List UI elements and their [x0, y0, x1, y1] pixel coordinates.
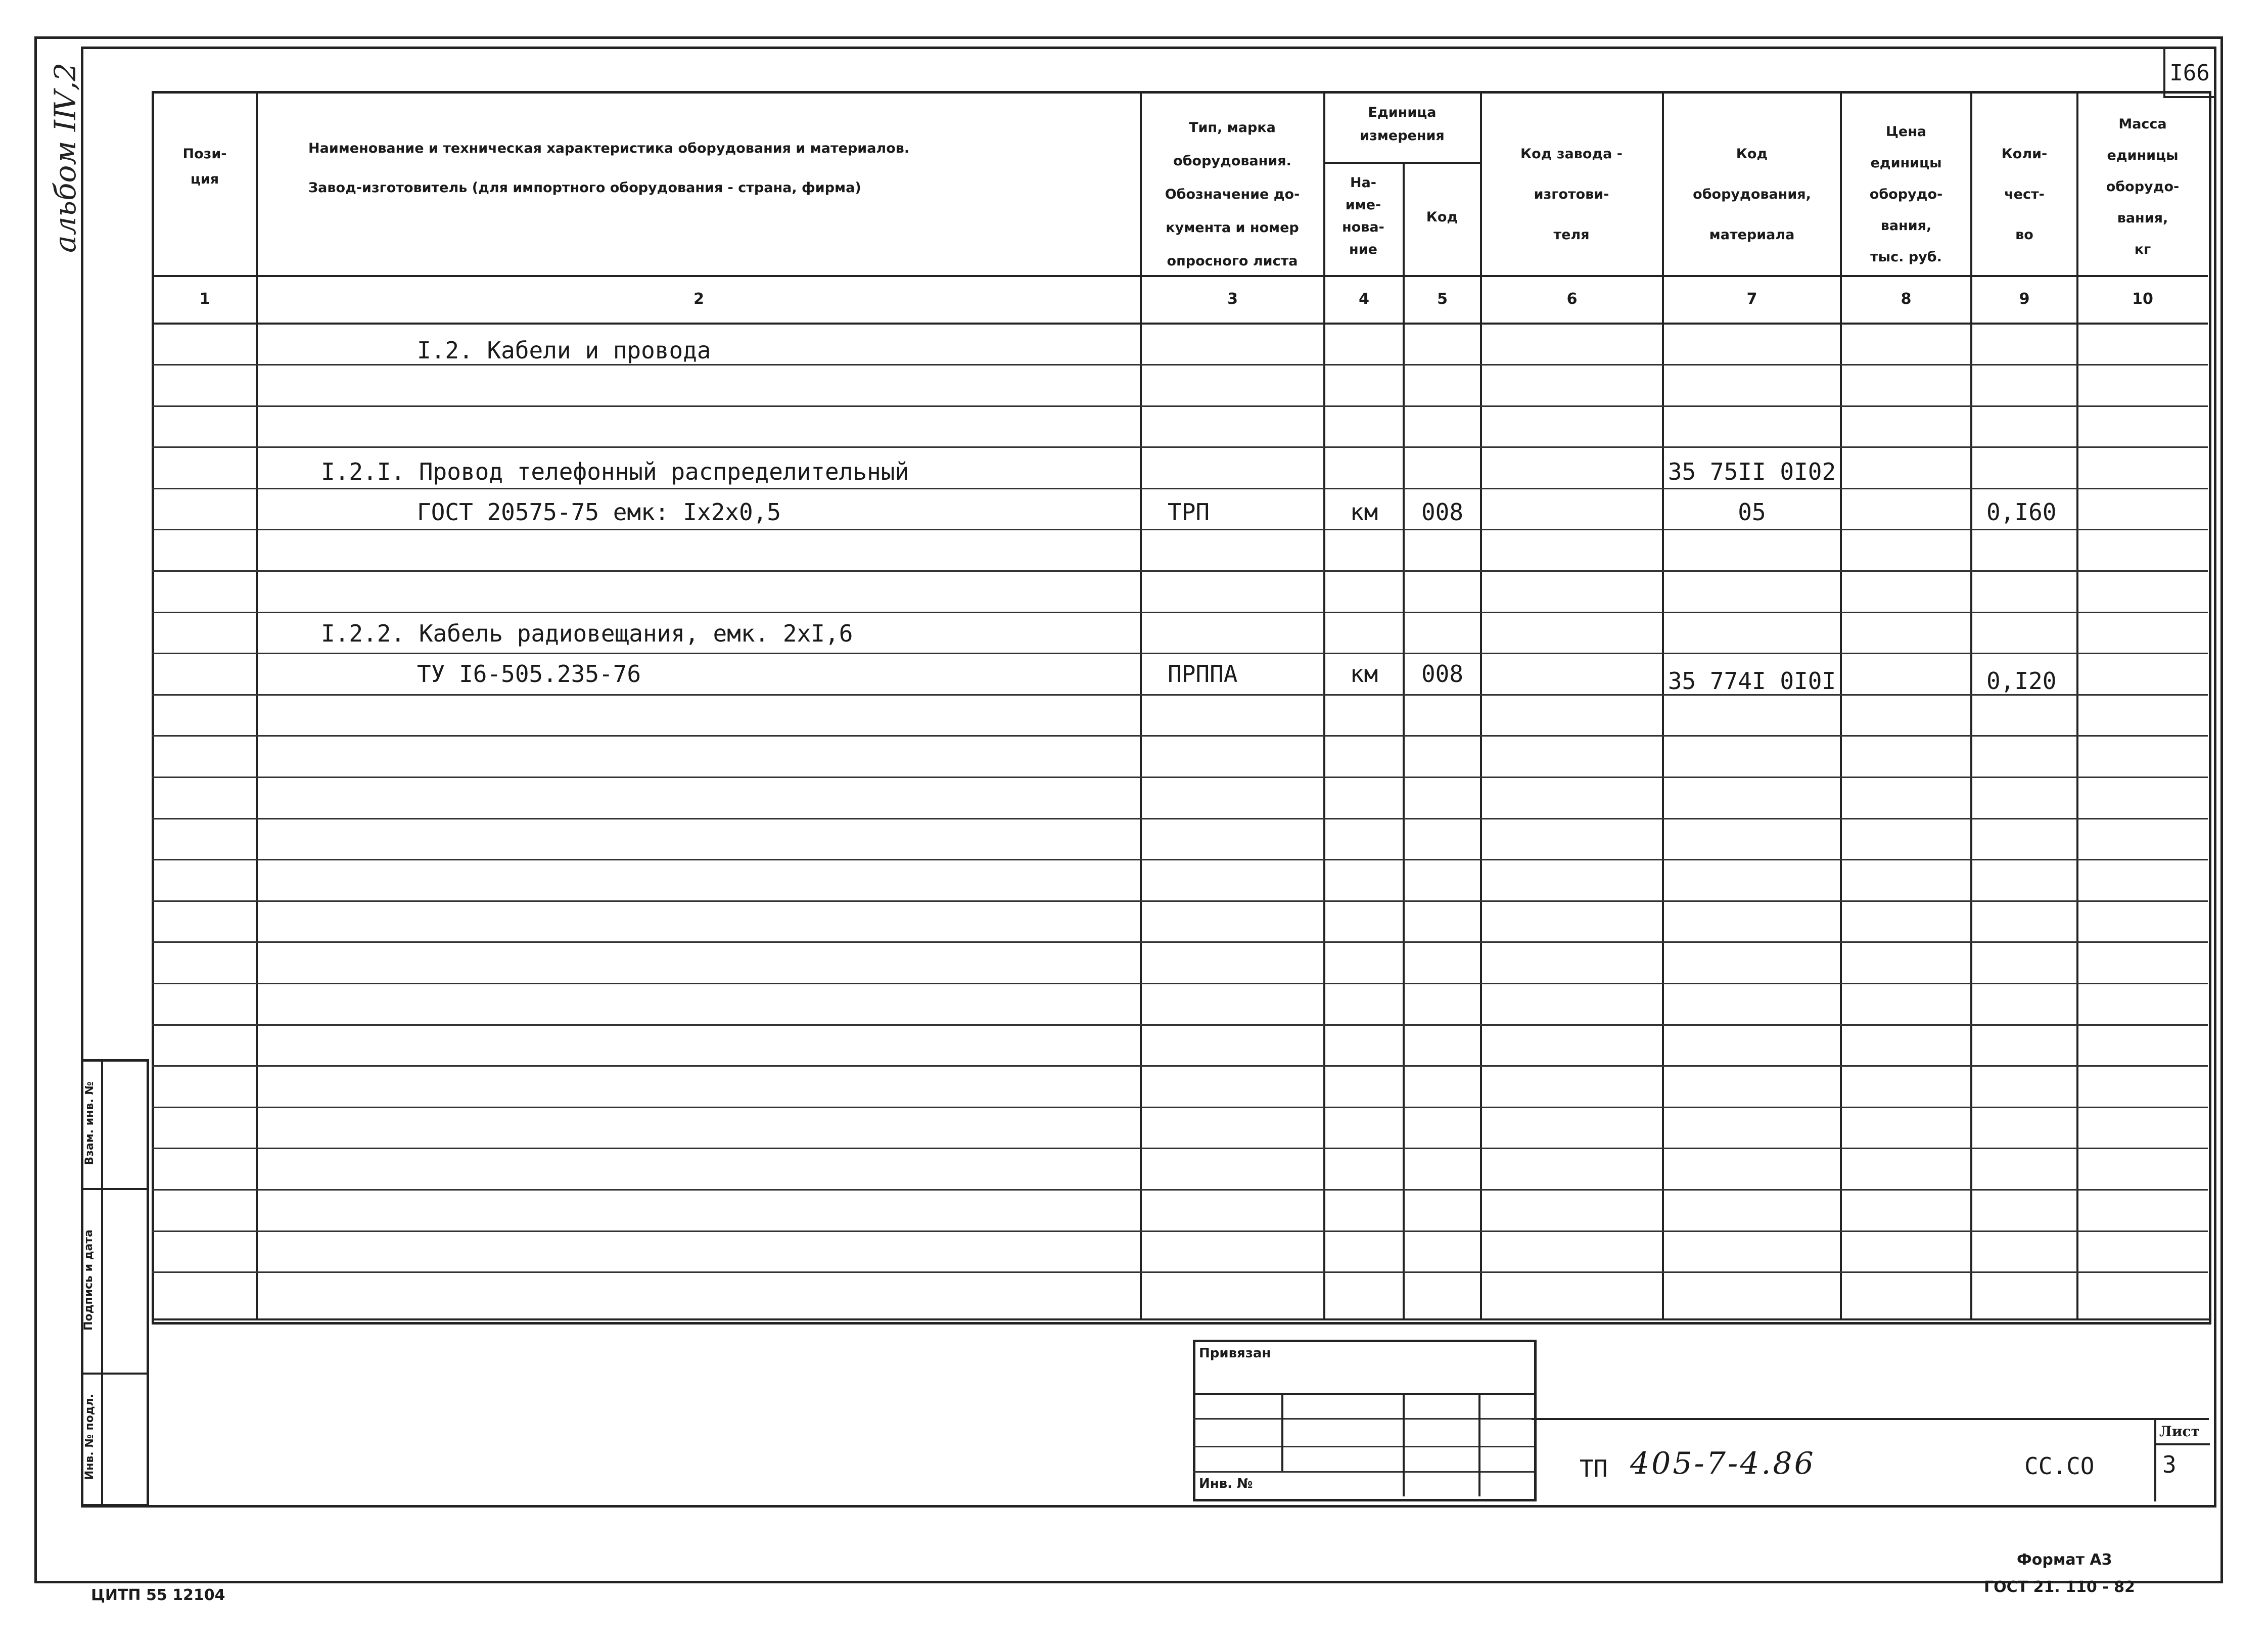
- privyazan-line-1: [1193, 1393, 1534, 1395]
- colnum-9: 9: [2019, 290, 2030, 308]
- privyazan-col-1: [1281, 1393, 1283, 1471]
- colnum-1: 1: [199, 290, 210, 308]
- header-c8: Цена единицы оборудо- вания, тыс. руб.: [1869, 124, 1943, 265]
- header-c3: Тип, марка оборудования. Обозначение до- кумента и номер опросного листа: [1165, 120, 1300, 269]
- doc-number: 405-7-4.86: [1630, 1446, 1816, 1481]
- stamp-list-line: [2154, 1443, 2210, 1445]
- header-c5: Код: [1426, 209, 1458, 225]
- row-line: [152, 446, 2208, 448]
- row-line: [152, 1271, 2208, 1273]
- colnum-5: 5: [1437, 290, 1448, 308]
- list-number: 3: [2162, 1451, 2177, 1478]
- row-line: [152, 983, 2208, 984]
- row-item-1-spec: ГОСТ 20575-75 емк: Iх2х0,5: [417, 498, 781, 526]
- footer-gost: ГОСТ 21. 110 - 82: [1984, 1578, 2135, 1596]
- stamp-list-divider: [2154, 1418, 2156, 1501]
- header-c4: На- име- нова- ние: [1342, 175, 1384, 257]
- row-item-1-unit: км: [1350, 498, 1378, 526]
- row-item-2-type: ПРППА: [1168, 660, 1238, 688]
- footer-left: ЦИТП 55 12104: [91, 1586, 225, 1604]
- header-c6: Код завода - изготови- теля: [1520, 146, 1623, 243]
- row-line: [152, 612, 2208, 613]
- row-section-title: I.2. Кабели и провода: [417, 337, 711, 364]
- row-line: [152, 735, 2208, 737]
- colnum-6: 6: [1566, 290, 1578, 308]
- row-line: [152, 1189, 2208, 1191]
- row-line: [152, 859, 2208, 860]
- row-item-1-code: 35 75II 0I02: [1668, 458, 1836, 485]
- row-line: [152, 405, 2208, 407]
- doc-suffix: СС.СО: [2024, 1452, 2095, 1480]
- colnum-bottom: [152, 323, 2208, 325]
- unit-header-divider: [1323, 162, 1481, 164]
- colnum-2: 2: [693, 290, 704, 308]
- row-line: [152, 1065, 2208, 1067]
- row-line: [152, 1148, 2208, 1149]
- header-c10: Масса единицы оборудо- вания, кг: [2106, 116, 2180, 257]
- row-item-2-name: I.2.2. Кабель радиовещания, емк. 2хI,6: [321, 620, 853, 647]
- title-block-top: [152, 1318, 2209, 1320]
- row-line: [152, 1024, 2208, 1026]
- header-c1: Пози- ция: [182, 146, 227, 187]
- colnum-3: 3: [1227, 290, 1238, 308]
- row-item-2-qty: 0,I20: [1986, 667, 2057, 695]
- row-line: [152, 653, 2208, 654]
- row-item-1-unit-code: 008: [1421, 498, 1464, 526]
- header-c9: Коли- чест- во: [2001, 146, 2048, 243]
- colnum-10: 10: [2132, 290, 2153, 308]
- side-stamp-signature-date: Подпись и дата: [82, 1229, 95, 1331]
- row-item-2-unit-code: 008: [1421, 660, 1464, 688]
- row-line: [152, 818, 2208, 819]
- row-item-1-name: I.2.I. Провод телефонный распределительный: [321, 458, 909, 485]
- row-line: [152, 777, 2208, 778]
- privyazan-label: Привязан: [1199, 1346, 1271, 1361]
- header-c2: Наименование и техническая характеристика оборудования и материалов. Завод-изготовитель (для импортного оборудования - страна, фирма): [308, 141, 910, 196]
- row-item-2-spec: ТУ I6-505.235-76: [417, 660, 641, 688]
- side-stamp-divider: [101, 1059, 103, 1504]
- colnum-4: 4: [1359, 290, 1369, 308]
- colnum-8: 8: [1901, 290, 1912, 308]
- corner-note: альбом ⅠⅣ,2: [48, 62, 82, 253]
- privyazan-line-3: [1193, 1446, 1534, 1447]
- privyazan-col-3: [1478, 1393, 1480, 1496]
- sheet-top-number: I66: [2169, 60, 2210, 86]
- col-line-4: [1403, 162, 1405, 1320]
- row-item-1-qty: 0,I60: [1986, 498, 2057, 526]
- header-unit: Единица измерения: [1360, 105, 1445, 144]
- row-item-1-code-suffix: 05: [1738, 498, 1766, 526]
- privyazan-col-2: [1403, 1393, 1405, 1496]
- row-line: [152, 941, 2208, 943]
- row-line: [152, 1107, 2208, 1108]
- row-line: [152, 900, 2208, 902]
- inv-label: Инв. №: [1199, 1476, 1253, 1491]
- list-label: Лист: [2159, 1423, 2200, 1440]
- row-item-2-unit: км: [1350, 660, 1378, 688]
- row-line: [152, 694, 2208, 696]
- row-line: [152, 1230, 2208, 1232]
- privyazan-line-2: [1193, 1418, 1534, 1420]
- colnum-7: 7: [1746, 290, 1757, 308]
- row-item-2-code: 35 774I 0I0I: [1668, 667, 1836, 695]
- side-stamp-replace-inv: Взам. инв. №: [83, 1081, 96, 1165]
- side-stamp-orig-inv: Инв. № подл.: [83, 1393, 96, 1480]
- privyazan-line-4: [1193, 1471, 1534, 1473]
- footer-format: Формат А3: [2017, 1551, 2112, 1569]
- header-c7: Код оборудования, материала: [1693, 146, 1811, 243]
- row-item-1-type: ТРП: [1168, 498, 1210, 526]
- row-line: [152, 570, 2208, 572]
- doc-code: ТП: [1580, 1455, 1608, 1482]
- stamp-main-top: [1532, 1418, 2209, 1420]
